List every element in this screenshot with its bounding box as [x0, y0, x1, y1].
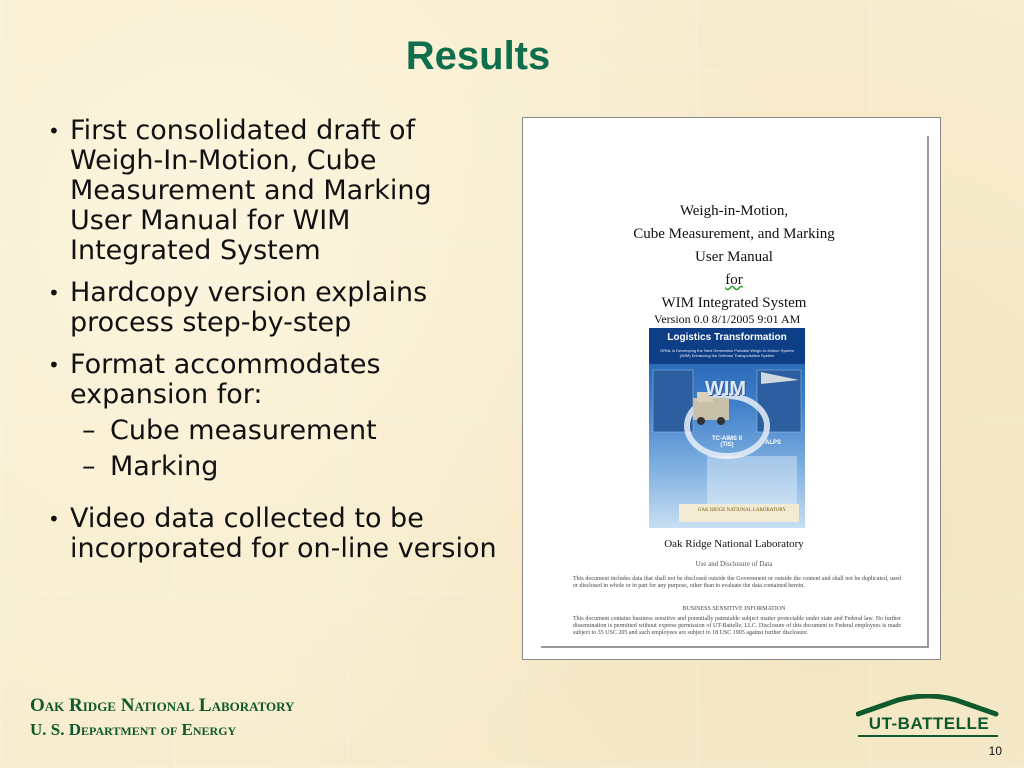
document-notice-title: Use and Disclosure of Data: [695, 560, 773, 568]
poster-graphics: [649, 328, 805, 528]
footer-line-2: U. S. Department of Energy: [30, 720, 237, 739]
page-number: 10: [988, 744, 1002, 758]
bullet-item: [48, 278, 498, 338]
bullet-text: Format accommodates expansion for:: [70, 349, 381, 410]
document-version: Version 0.0 8/1/2005 9:01 AM: [654, 312, 801, 326]
document-lab-name: Oak Ridge National Laboratory: [664, 538, 804, 550]
document-sensitive-label: BUSINESS SENSITIVE INFORMATION: [682, 606, 786, 612]
poster-contact-box: [679, 504, 799, 522]
bullet-dot: •: [48, 119, 60, 143]
poster-wim-label: WIM: [705, 378, 747, 400]
poster-alps-label: ALPS: [765, 440, 782, 446]
poster-title: Logistics Transformation: [667, 332, 787, 343]
bullet-dot: •: [48, 507, 60, 531]
bullet-dot: •: [48, 281, 60, 305]
document-thumbnail: [522, 117, 941, 660]
poster-image: [649, 328, 805, 528]
sub-bullet-dash: –: [82, 415, 96, 446]
poster-wheel: [697, 417, 705, 425]
sub-bullet-item: [48, 452, 498, 482]
document-title-line: WIM Integrated System: [661, 295, 807, 311]
sub-bullet-item: [48, 416, 498, 446]
bullet-text: Video data collected to be incorporated for on-line version: [70, 503, 497, 564]
poster-tc-label: TC-AIMS II (TIS): [712, 436, 742, 448]
footer-org: [30, 694, 294, 742]
bullet-list: [48, 116, 498, 576]
poster-subtitle: ORNL is Developing the Next Generation Portable Weigh-In-Motion System (WIM) Enhancing the Defense Transportation System: [660, 348, 794, 358]
poster-wheel: [717, 417, 725, 425]
ut-battelle-logo: [856, 694, 1000, 744]
document-page: [541, 136, 929, 648]
bullet-item: [48, 504, 498, 564]
bullet-dot: •: [48, 353, 60, 377]
document-title-for: for: [725, 272, 743, 288]
document-notice-text: This document includes data that shall not be disclosed outside the Government or outside the content and shall not be duplicated, used or disclosed in whole or in part for any purpose, other than to evaluate the data contained herein.: [573, 576, 901, 589]
poster-ornl-label: OAK RIDGE NATIONAL LABORATORY: [697, 508, 787, 513]
bullet-text: First consolidated draft of Weigh-In-Motion, Cube Measurement and Marking User Manual for WIM Integrated System: [70, 115, 432, 266]
bullet-text: Hardcopy version explains process step-by-step: [70, 277, 428, 338]
ut-battelle-logo-text: UT-BATTELLE: [868, 714, 990, 733]
footer-line-1: Oak Ridge National Laboratory: [30, 695, 295, 716]
sub-bullet-text: Cube measurement: [110, 415, 377, 446]
bullet-item: [48, 116, 498, 266]
poster-text-block: [707, 456, 797, 504]
document-title-line: Cube Measurement, and Marking: [633, 226, 835, 242]
document-title-line: Weigh-in-Motion,: [679, 203, 789, 219]
document-sensitive-text: This document contains business sensitive and potentially patentable subject matter protectable under state and Federal law. No further dissemination is permitted without express permission of UT-Battelle, LLC. Disclosure of this document to Federal employees is made subject to 35 USC 205 and such employees are subject to 18 USC 1905 against further disclosure.: [573, 616, 901, 636]
sub-bullet-dash: –: [82, 451, 96, 482]
document-title: [541, 200, 927, 315]
document-title-line: [541, 269, 927, 292]
sub-bullet-text: Marking: [110, 451, 219, 482]
slide-title: Results: [405, 34, 551, 78]
document-title-line: User Manual: [695, 249, 773, 265]
logo-mountain: [858, 696, 996, 714]
bullet-item: [48, 350, 498, 410]
